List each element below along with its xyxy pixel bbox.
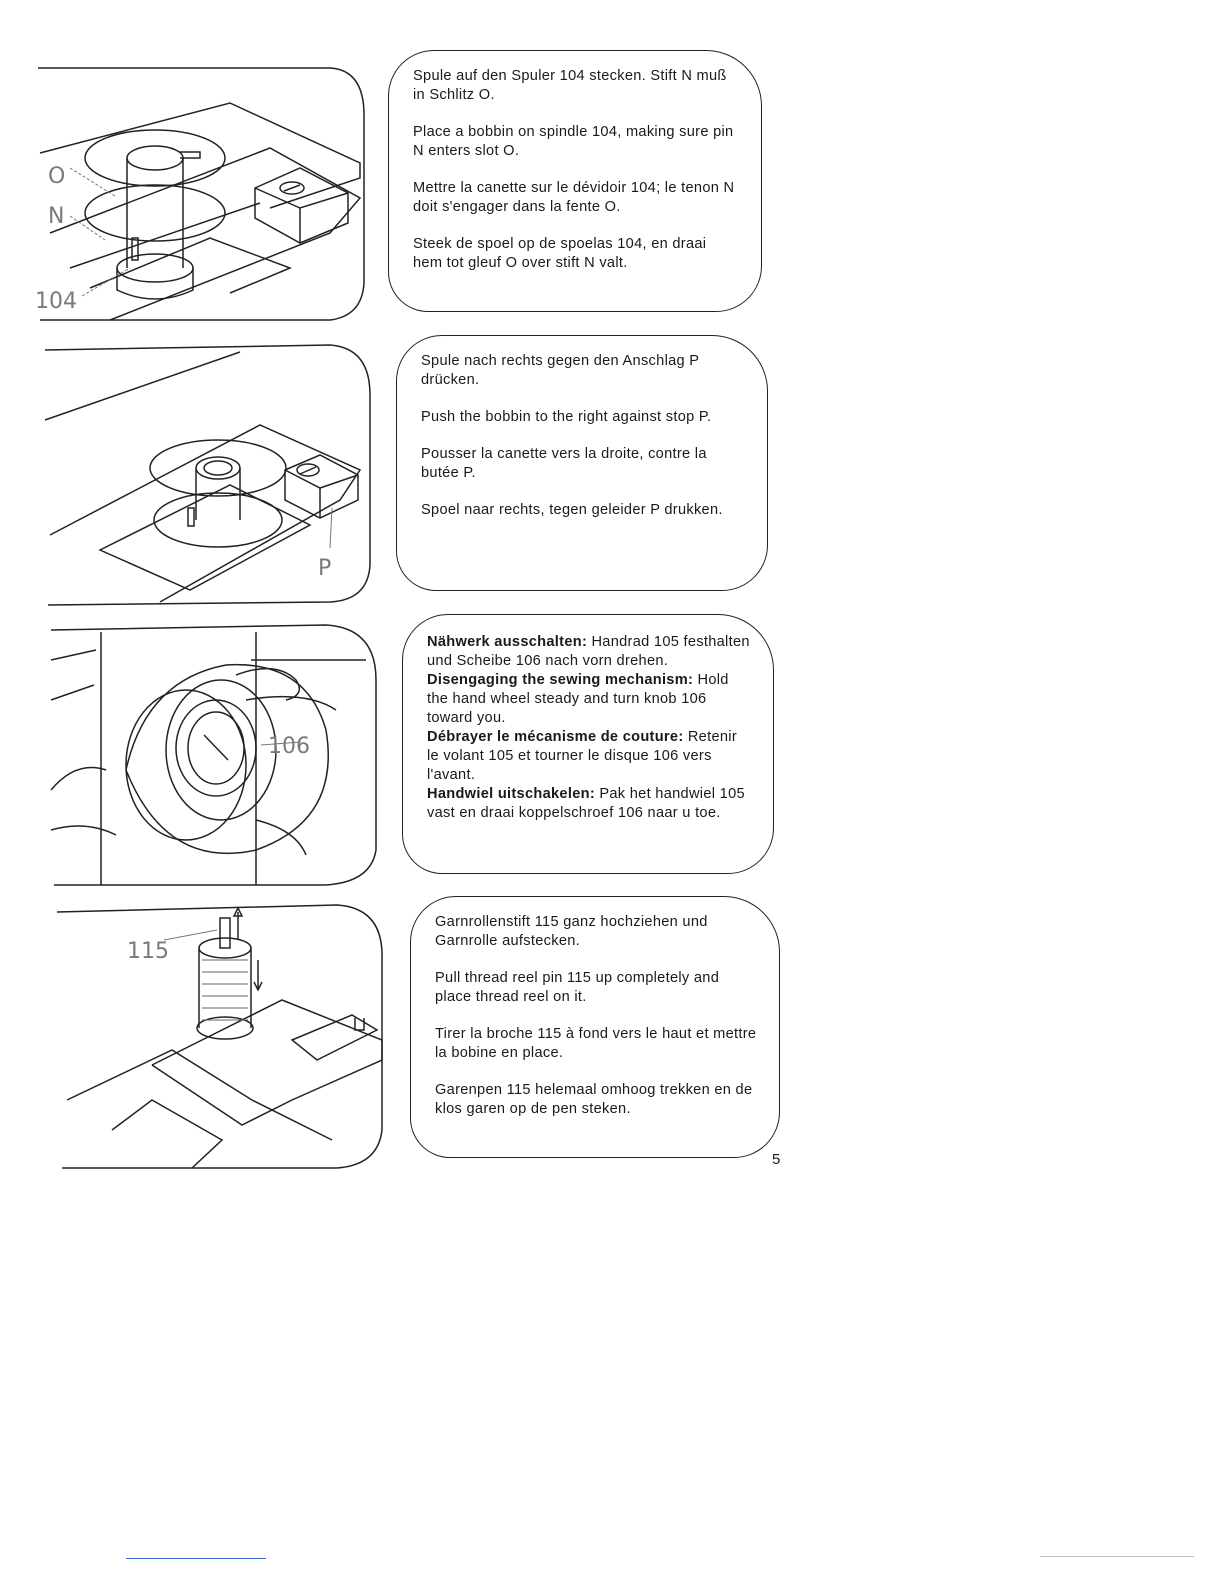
text-fr: Retenir le volant 105 et tourner le disque 106 vers l'avant. [427,729,737,783]
heading-fr: Débrayer le mécanisme de couture: [427,729,684,745]
instruction-box-push-bobbin [396,335,768,591]
callout-P: P [318,556,332,581]
footer-rule-left [126,1558,266,1559]
illustration-bobbin-on-spindle [30,58,370,326]
callout-O: O [48,164,66,189]
illustration-disengage-mechanism [46,620,382,888]
instruction-en: Pull thread reel pin 115 up completely and place thread reel on it. [435,970,720,1005]
instruction-de: Garnrollenstift 115 ganz hochziehen und Garnrolle aufstecken. [435,914,708,949]
heading-nl: Handwiel uitschakelen: [427,786,595,802]
instruction-box-disengage [402,614,774,874]
instruction-fr: Mettre la canette sur le dévidoir 104; le tenon N doit s'engager dans la fente O. [413,180,735,215]
callout-104: 104 [35,289,77,314]
heading-en: Disengaging the sewing mechanism: [427,672,694,688]
instruction-fr: Pousser la canette vers la droite, contre la butée P. [421,446,707,481]
instruction-box-thread-reel [410,896,780,1158]
instruction-box-bobbin-on-spindle [388,50,762,312]
instruction-de: Spule nach rechts gegen den Anschlag P drücken. [421,353,700,388]
instruction-nl: Steek de spoel op de spoelas 104, en draai hem tot gleuf O over stift N valt. [413,236,707,271]
footer-rule-right [1040,1556,1194,1557]
illustration-thread-reel-pin [52,900,388,1172]
instruction-en: Push the bobbin to the right against stop P. [421,409,712,425]
callout-N: N [48,204,65,229]
text-en: Hold the hand wheel steady and turn knob 106 toward you. [427,672,729,726]
instruction-en [427,671,751,728]
instruction-de: Spule auf den Spuler 104 stecken. Stift N muß in Schlitz O. [413,68,727,103]
instruction-nl [427,785,751,823]
callout-106: 106 [268,734,310,759]
instruction-nl: Spoel naar rechts, tegen geleider P drukken. [421,502,723,518]
callout-115: 115 [127,939,169,964]
instruction-fr [427,728,751,785]
instruction-nl: Garenpen 115 helemaal omhoog trekken en de klos garen op de pen steken. [435,1082,753,1117]
instruction-de [427,633,751,671]
text-nl: Pak het handwiel 105 vast en draai koppelschroef 106 naar u toe. [427,786,745,821]
page-number: 5 [772,1151,781,1168]
heading-de: Nähwerk ausschalten: [427,634,588,650]
illustration-push-bobbin-right [40,340,376,608]
text-de: Handrad 105 festhalten und Scheibe 106 nach vorn drehen. [427,634,750,669]
instruction-en: Place a bobbin on spindle 104, making sure pin N enters slot O. [413,124,734,159]
instruction-fr: Tirer la broche 115 à fond vers le haut et mettre la bobine en place. [435,1026,757,1061]
